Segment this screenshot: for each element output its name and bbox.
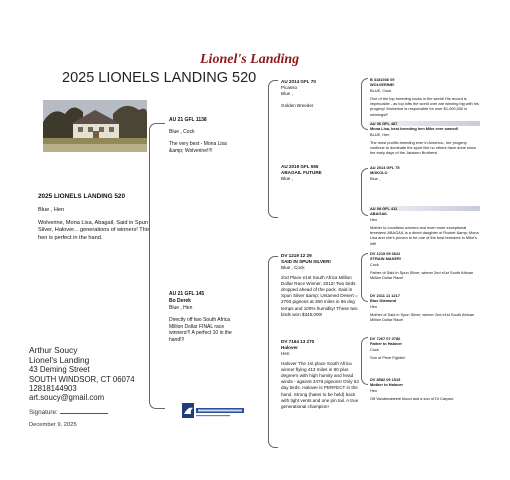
gen3-entry: [281, 79, 359, 109]
gen4-entry: [370, 336, 480, 360]
gen3-entry: [281, 164, 359, 183]
pedigree-logo: [182, 402, 246, 420]
gen4-id: DV 2311 11 1217: [370, 293, 400, 298]
sire-id: AU 21 GFL 1138: [169, 117, 207, 123]
bracket-gen3-3: [361, 253, 368, 302]
bracket-gen3-1: [361, 78, 368, 130]
gen4-entry: [370, 121, 480, 156]
gen4-name: WOLVERINE!: [370, 82, 395, 88]
gen4-line: Blue ,: [370, 175, 380, 181]
dam-notes: Directly off two South Africa Million Dollar FINAL race winners!!! A perfect 10 in the hand!!!: [169, 316, 232, 344]
subject-block: [38, 193, 150, 243]
print-date: December 9, 2025: [29, 422, 77, 428]
gen3-line: Hen: [281, 351, 290, 357]
gen4-entry: [370, 293, 480, 322]
gen4-notes: Mother of Said in Spun Silver, winner 2nd e1st South African Million Dollar Race!: [370, 311, 475, 323]
gen4-id: AU 2014 GFL 75: [370, 165, 400, 170]
gen3-notes: Golden Breeder: [281, 102, 314, 108]
gen4-notes: One of the top breeding cocks in the world! His record is impeccable - as top lofts the world over are winning big with his progeny! Wolverine is responsible for over $1,000,000 in winnings!!!: [370, 95, 479, 117]
gen3-name: ABAGAIL FUTURE: [281, 170, 322, 176]
signature-line: [60, 413, 108, 414]
gen4-id: DV 1219 05 0622: [370, 251, 401, 256]
subject-notes: Wolverine, Mona Lisa, Abagail, Said in Spun Silver, Halover... generations of winners! This hen is perfect in the hand.: [38, 219, 150, 241]
dam-name: Bo Derek: [169, 297, 191, 304]
gen4-notes: The most prolific breeding ever in America., her progeny continue to dominate the sport like no others have done since the early days of the Janssen Brothers!: [370, 139, 476, 156]
gen4-line: BLUE, Hen: [370, 131, 390, 137]
owner-block: [29, 345, 135, 403]
gen4-line: Cock: [370, 261, 379, 267]
gen4-id: B 3181936 09: [370, 77, 395, 82]
gen4-entry: [370, 377, 480, 401]
bracket-gen1: [149, 123, 165, 409]
gen4-id: DV 8582 09 1515: [370, 377, 401, 382]
brand-title: Lionel's Landing: [200, 52, 300, 67]
bracket-gen3-4: [361, 337, 368, 385]
gen4-entry: [370, 206, 480, 246]
sire-notes: The very best - Mona Lisa &amp; Wolverine!!!!: [169, 140, 227, 154]
gen3-line: Blue , Cock: [281, 265, 305, 271]
dam-line: Blue , Hen: [169, 304, 193, 311]
gen3-entry: [281, 339, 359, 410]
signature-row: [29, 409, 108, 416]
owner-loft: Lionel's Landing: [29, 355, 90, 366]
gen4-notes: Father of Said in Spun Silver, winner 2nd e1st South African Million Dollar Race!: [370, 269, 474, 281]
gen3-id: DV 1219 12 29: [281, 253, 312, 258]
gen4-id: DV 7267 07 0780: [370, 336, 401, 341]
subject-name: 2025 LIONELS LANDING 520: [38, 193, 126, 200]
owner-city: SOUTH WINDSOR, CT 06074: [29, 374, 135, 384]
gen4-notes: Mother to countless winners and even more exceptional breeders! ABAGAIL is a direct daughter of Rocket &amp; Mona Lisa and she's proven to be one of the best breeders in Mike's loft!: [370, 224, 479, 246]
gen4-name: MOKOLO: [370, 170, 388, 176]
gen3-entry: [281, 253, 359, 318]
bracket-dam: [268, 256, 278, 448]
gen4-entry: [370, 165, 480, 181]
gen4-id: AU 08 GFL 411: [368, 206, 480, 211]
gen4-line: BLUE, Cock: [370, 87, 392, 93]
gen4-notes: Son of Prize Fighter!: [370, 354, 406, 360]
signature-label: Signature:: [29, 409, 58, 416]
gen3-name: Picasso: [281, 85, 298, 91]
bracket-gen3-2: [361, 168, 368, 216]
document-title: 2025 LIONELS LANDING 520: [62, 70, 257, 86]
gen4-name: Mother to Halover: [370, 382, 404, 388]
gen3-id: AU 2019 GFL 555: [281, 164, 319, 169]
gen4-id: AU 06 GFL 487: [368, 121, 480, 126]
bracket-sire: [268, 80, 278, 218]
sire-block: [169, 117, 241, 155]
gen4-line: Hen: [370, 216, 378, 222]
gen3-notes: 2nd Place e1st South Africa Million Dollar Race Winner, 2012! Two birds dropped ahead of the pack. Said in Spun Silver &amp; Untamed Desert = 2793 pigeons at 360 miles in 96 deg temps and 100% humidity! These two birds won $345,000!: [281, 274, 358, 317]
gen4-name: Father to Halover: [370, 341, 402, 347]
gen4-line: Hen: [370, 387, 378, 393]
gen4-line: Hen: [370, 303, 378, 309]
owner-street: 43 Deming Street: [29, 365, 90, 375]
gen3-notes: Halover The 1st place South Africa winner flying 413 miles in 90 plus degree's with high humity and head winds - against 3478 pigeons! Only 53 day birds. Halover is PERFECT in the hand. Strong (hates to be held) back with tight vents and one pin tail. A true generational champion!: [281, 360, 359, 409]
gen4-name: STRAIN MAKER!: [370, 256, 402, 262]
gen4-entry: [370, 77, 480, 117]
gen3-id: DV 7164 13 270: [281, 339, 315, 344]
owner-phone: 12818144903: [29, 383, 77, 393]
loft-photo: [43, 100, 147, 152]
dam-block: [169, 291, 241, 344]
gen4-name: ABAGAIL: [370, 211, 388, 217]
gen3-line: Blue ,: [281, 91, 293, 97]
gen3-name: Halover: [281, 345, 298, 351]
subject-line: Blue , Hen: [38, 206, 65, 213]
sire-line: Blue , Cock: [169, 128, 195, 135]
gen4-notes: Off Vandenabeele blood and a son of Di Carpaci: [370, 395, 454, 401]
gen4-name: Blue Diamond: [370, 298, 397, 304]
gen3-line: Blue ,: [281, 176, 293, 182]
owner-email: art.soucy@gmail.com: [29, 393, 105, 403]
dam-id: AU 21 GFL 145: [169, 291, 205, 297]
gen4-entry: [370, 251, 480, 280]
gen4-line: Cock: [370, 346, 379, 352]
gen4-name: Mona Lisa, best breeding hen Mike ever owned!: [370, 126, 459, 132]
gen3-name: SAID IN SPUN SILVER!: [281, 259, 331, 265]
owner-name: Arthur Soucy: [29, 345, 78, 355]
gen3-id: AU 2014 GFL 70: [281, 79, 316, 84]
